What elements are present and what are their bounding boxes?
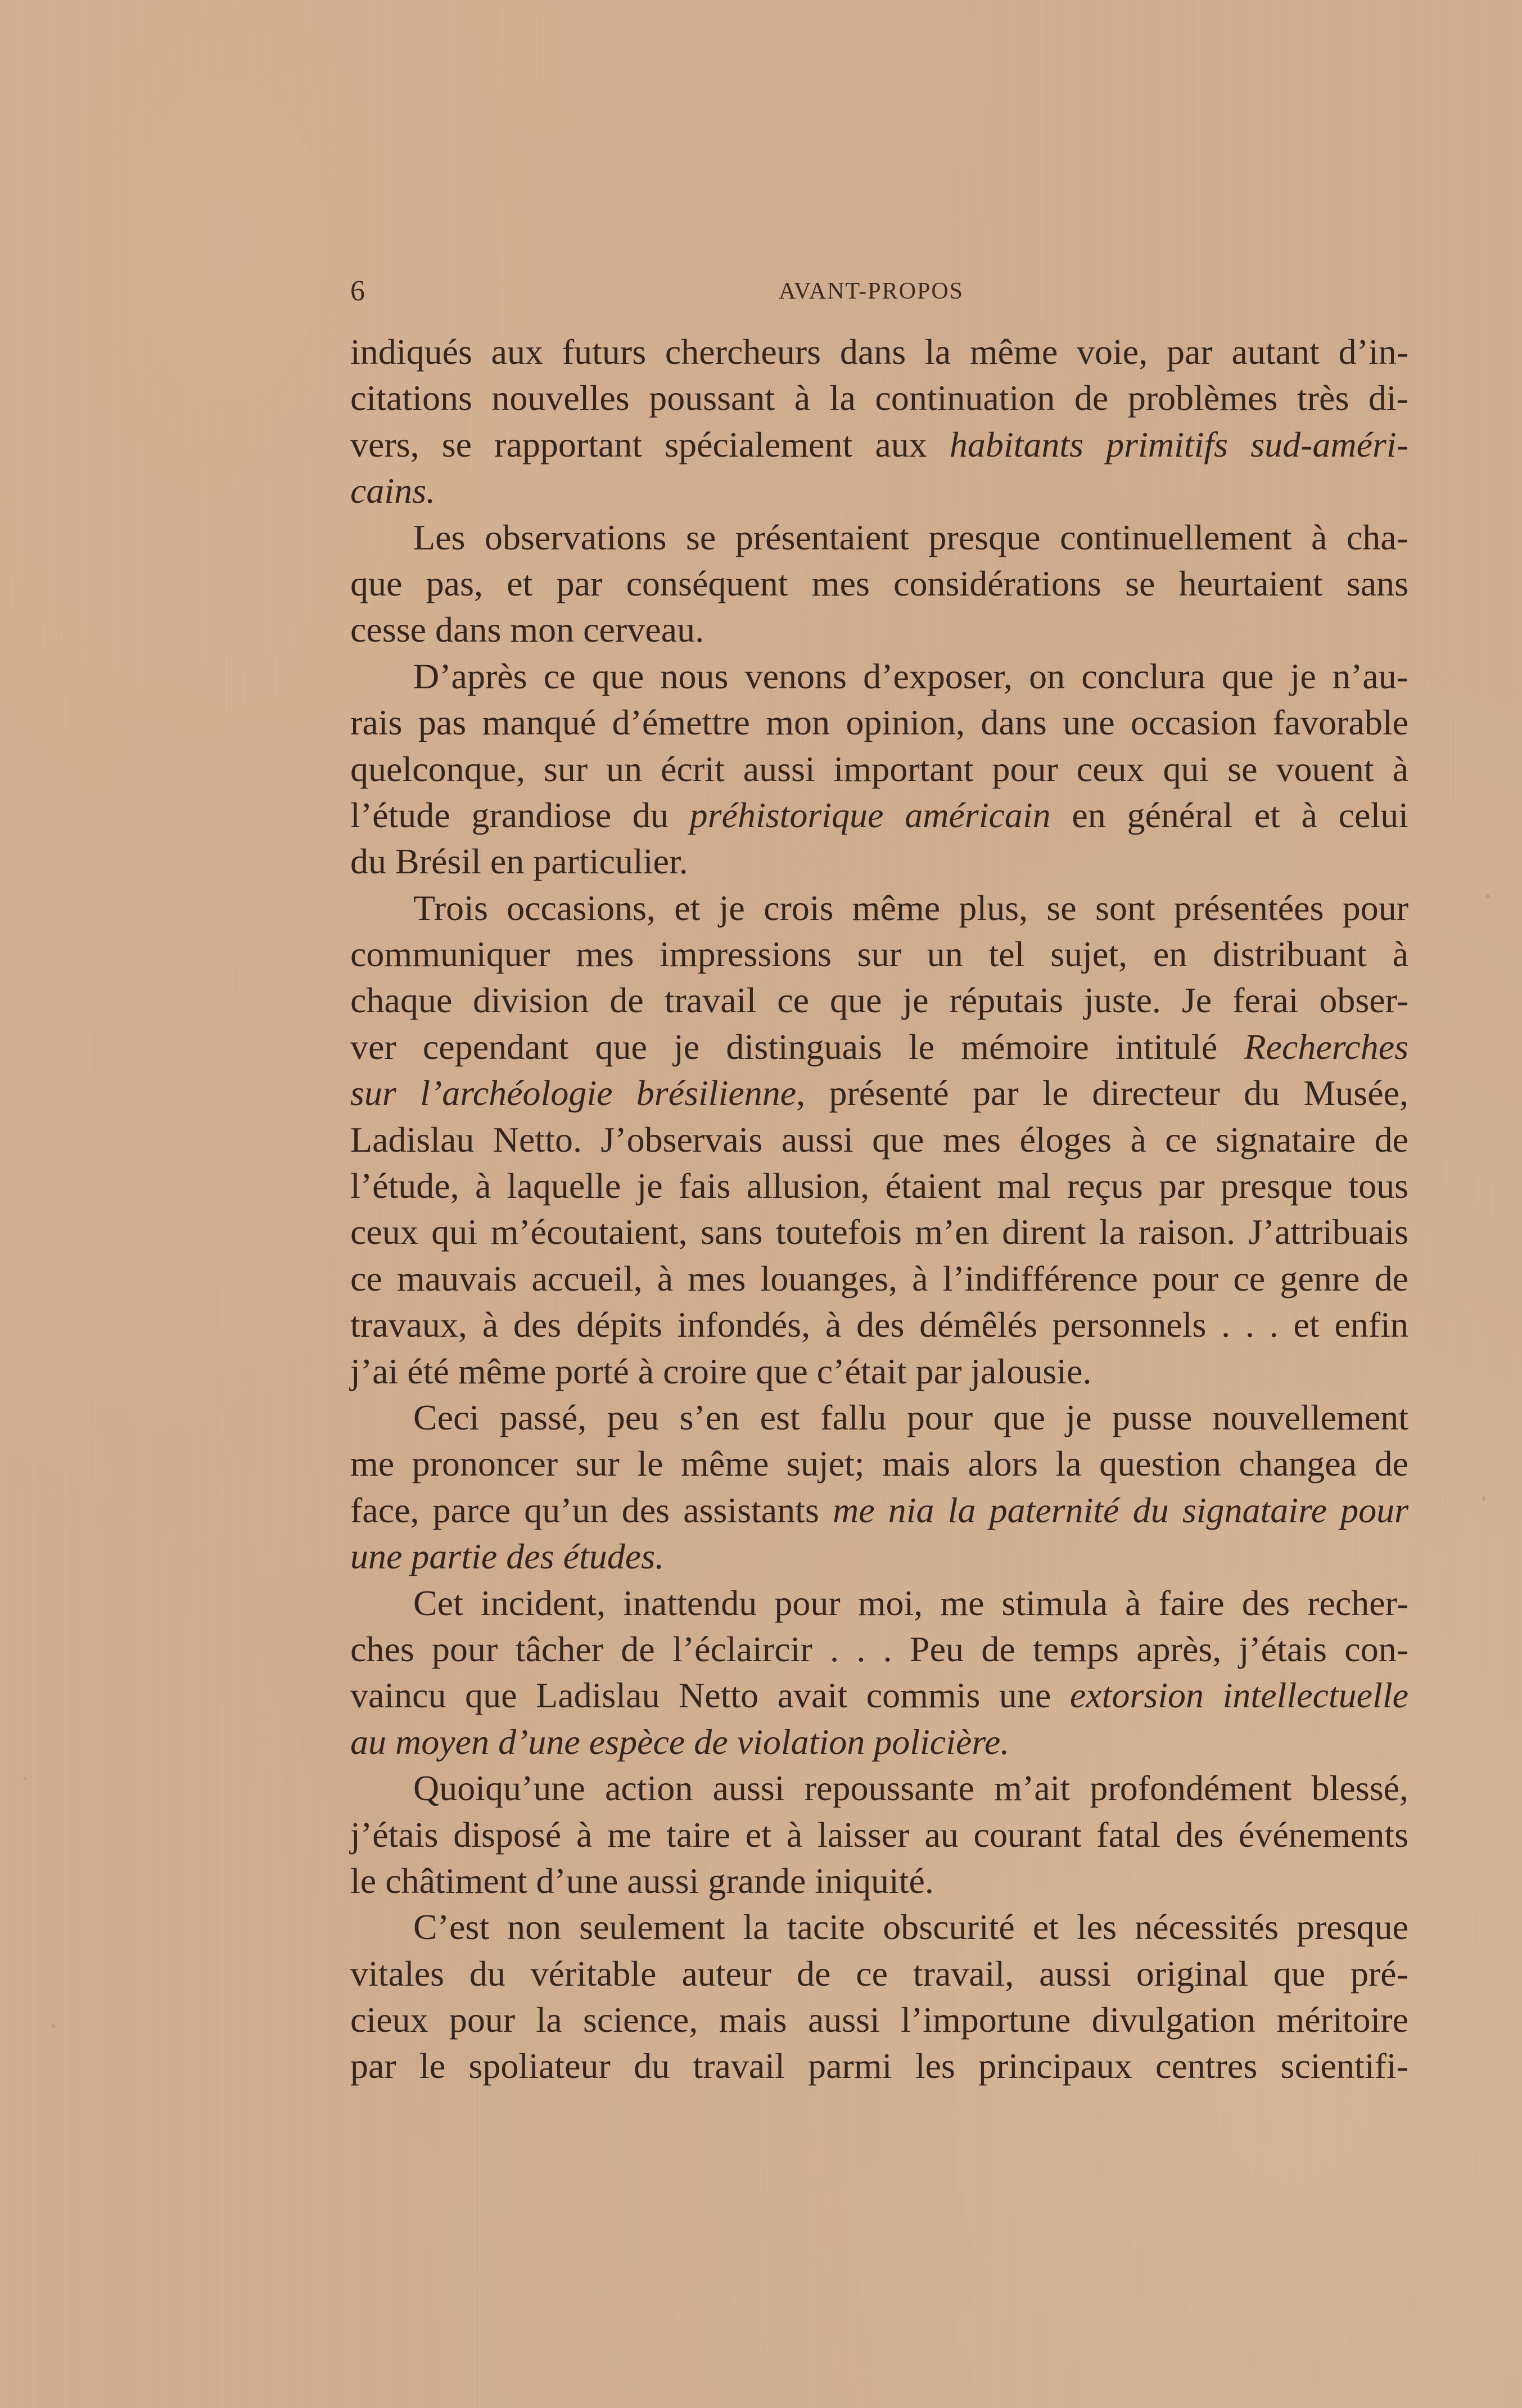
text-line bbox=[350, 653, 1408, 700]
text-segment: me prononcer sur le même sujet; mais alors la question changea de bbox=[350, 1444, 1408, 1484]
text-segment: travaux, à des dépits infondés, à des démêlés personnels . . . et enfin bbox=[350, 1305, 1408, 1345]
text-segment: rais pas manqué d’émettre mon opinion, dans une occasion favorable bbox=[350, 702, 1408, 743]
text-line bbox=[350, 1163, 1408, 1209]
text-line bbox=[350, 1487, 1408, 1534]
text-segment: ver cependant que je distinguais le mémoire intitulé bbox=[350, 1026, 1244, 1067]
text-segment: j’ai été même porté à croire que c’était par jalousie. bbox=[350, 1351, 1092, 1391]
text-line bbox=[350, 1951, 1408, 1997]
text-segment: en général et à celui bbox=[1050, 795, 1408, 835]
italic-text-segment: cains. bbox=[350, 471, 436, 511]
text-segment: Quoiqu’une action aussi repoussante m’ait profondément blessé, bbox=[413, 1768, 1408, 1809]
text-segment: quelconque, sur un écrit aussi important pour ceux qui se vouent à bbox=[350, 748, 1408, 789]
text-line bbox=[350, 375, 1408, 421]
text-line bbox=[350, 1765, 1408, 1811]
text-line bbox=[350, 1904, 1408, 1950]
text-line bbox=[350, 1441, 1408, 1487]
text-segment: Ladislau Netto. J’observais aussi que mes éloges à ce signataire de bbox=[350, 1119, 1408, 1160]
italic-text-segment: Recherches bbox=[1244, 1026, 1408, 1067]
text-line bbox=[350, 838, 1408, 885]
text-segment: chaque division de travail ce que je réputais juste. Je ferai obser- bbox=[350, 980, 1408, 1021]
text-segment: vers, se rapportant spécialement aux bbox=[350, 424, 950, 465]
body-text bbox=[350, 329, 1408, 2090]
text-line bbox=[350, 1580, 1408, 1626]
text-segment: par le spoliateur du travail parmi les principaux centres scientifi- bbox=[350, 2046, 1408, 2086]
text-line bbox=[350, 561, 1408, 607]
text-segment: , présenté par le directeur du Musée, bbox=[796, 1073, 1408, 1113]
page-number: 6 bbox=[350, 275, 365, 307]
text-line bbox=[350, 1070, 1408, 1116]
text-segment: vitales du véritable auteur de ce travail, aussi original que pré- bbox=[350, 1953, 1408, 1994]
text-line bbox=[350, 1858, 1408, 1904]
text-line bbox=[350, 1256, 1408, 1302]
text-line bbox=[350, 931, 1408, 977]
text-line bbox=[350, 885, 1408, 931]
text-line bbox=[350, 792, 1408, 838]
text-line bbox=[350, 329, 1408, 375]
text-line bbox=[350, 1534, 1408, 1580]
italic-text-segment: préhistorique américain bbox=[689, 795, 1051, 835]
text-line bbox=[350, 746, 1408, 792]
text-segment: Ceci passé, peu s’en est fallu pour que je pusse nouvellement bbox=[413, 1397, 1408, 1437]
text-segment: le châtiment d’une aussi grande iniquité. bbox=[350, 1860, 934, 1901]
italic-text-segment: habitants primitifs sud-améri- bbox=[949, 424, 1408, 465]
running-head bbox=[350, 274, 1408, 308]
text-segment: indiqués aux futurs chercheurs dans la même voie, par autant d’in- bbox=[350, 332, 1408, 372]
text-segment: que pas, et par conséquent mes considérations se heurtaient sans bbox=[350, 563, 1408, 603]
text-line bbox=[350, 1719, 1408, 1765]
text-line bbox=[350, 700, 1408, 746]
text-segment: Trois occasions, et je crois même plus, se sont présentées pour bbox=[413, 887, 1408, 928]
text-line bbox=[350, 515, 1408, 561]
text-segment: vaincu que Ladislau Netto avait commis une bbox=[350, 1675, 1070, 1716]
text-line bbox=[350, 1395, 1408, 1441]
text-line bbox=[350, 1024, 1408, 1070]
text-segment: j’étais disposé à me taire et à laisser au courant fatal des événements bbox=[350, 1814, 1408, 1855]
paper-speck bbox=[52, 2024, 55, 2028]
text-line bbox=[350, 422, 1408, 468]
text-segment: l’étude grandiose du bbox=[350, 795, 690, 835]
text-line bbox=[350, 1997, 1408, 2043]
text-line bbox=[350, 1209, 1408, 1255]
text-segment: communiquer mes impressions sur un tel sujet, en distribuant à bbox=[350, 934, 1408, 975]
text-segment: cieux pour la science, mais aussi l’importune divulgation méritoire bbox=[350, 2000, 1408, 2040]
text-segment: C’est non seulement la tacite obscurité et les nécessités presque bbox=[413, 1907, 1408, 1947]
text-line bbox=[350, 1117, 1408, 1163]
text-line bbox=[350, 977, 1408, 1023]
text-line bbox=[350, 2043, 1408, 2089]
running-title: AVANT-PROPOS bbox=[779, 278, 964, 304]
italic-text-segment: au moyen d’une espèce de violation policière. bbox=[350, 1721, 1010, 1762]
text-segment: D’après ce que nous venons d’exposer, on conclura que je n’au- bbox=[413, 656, 1408, 696]
text-segment: Les observations se présentaient presque continuellement à cha- bbox=[413, 517, 1408, 557]
text-segment: ceux qui m’écoutaient, sans toutefois m’en dirent la raison. J’attribuais bbox=[350, 1212, 1408, 1252]
text-segment: l’étude, à laquelle je fais allusion, étaient mal reçus par presque tous bbox=[350, 1166, 1408, 1206]
paper-speck bbox=[1485, 894, 1490, 899]
italic-text-segment: une partie des études. bbox=[350, 1536, 665, 1577]
text-line bbox=[350, 1812, 1408, 1858]
text-segment: ce mauvais accueil, à mes louanges, à l’indifférence pour ce genre de bbox=[350, 1258, 1408, 1298]
paper-speck bbox=[24, 1777, 26, 1780]
text-line bbox=[350, 1626, 1408, 1672]
text-line bbox=[350, 607, 1408, 653]
italic-text-segment: me nia la paternité du signataire pour bbox=[833, 1490, 1408, 1530]
text-segment: ches pour tâcher de l’éclaircir . . . Peu de temps après, j’étais con- bbox=[350, 1629, 1408, 1669]
text-segment: face, parce qu’un des assistants bbox=[350, 1490, 833, 1530]
text-segment: citations nouvelles poussant à la continuation de problèmes très di- bbox=[350, 378, 1408, 418]
text-line bbox=[350, 1672, 1408, 1719]
text-segment: cesse dans mon cerveau. bbox=[350, 610, 704, 650]
text-segment: du Brésil en particulier. bbox=[350, 841, 688, 882]
paper-speck bbox=[1482, 1496, 1485, 1501]
text-line bbox=[350, 1349, 1408, 1395]
italic-text-segment: sur l’archéologie brésilienne bbox=[350, 1073, 797, 1113]
italic-text-segment: extorsion intellectuelle bbox=[1069, 1675, 1409, 1716]
text-segment: Cet incident, inattendu pour moi, me stimula à faire des recher- bbox=[413, 1582, 1408, 1623]
text-line bbox=[350, 468, 1408, 514]
text-line bbox=[350, 1302, 1408, 1348]
